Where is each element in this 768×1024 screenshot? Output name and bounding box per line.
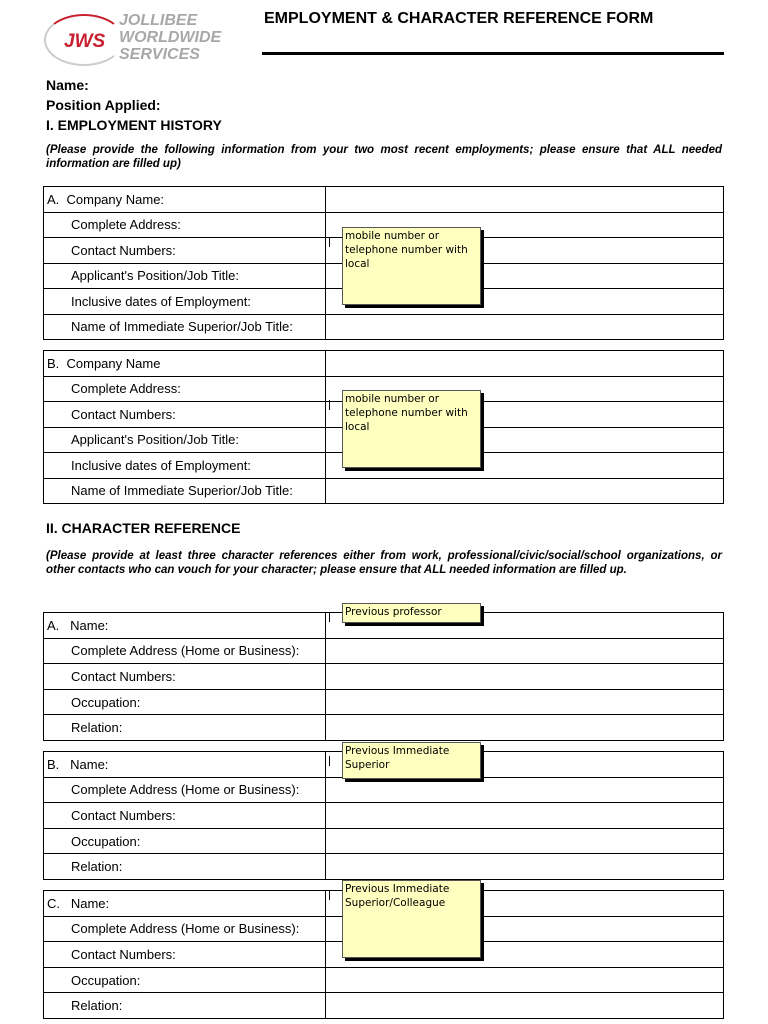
field-input[interactable] bbox=[326, 828, 724, 854]
section1-heading: I. EMPLOYMENT HISTORY bbox=[46, 117, 222, 133]
table-row bbox=[44, 689, 724, 715]
field-label: Inclusive dates of Employment: bbox=[44, 453, 326, 479]
table-row bbox=[44, 993, 724, 1019]
field-label: Applicant's Position/Job Title: bbox=[44, 263, 326, 289]
field-input[interactable] bbox=[326, 689, 724, 715]
field-label: Occupation: bbox=[44, 828, 326, 854]
field-label: Relation: bbox=[44, 715, 326, 741]
comment-note: Previous Immediate Superior/Colleague bbox=[342, 880, 481, 958]
field-input[interactable] bbox=[326, 854, 724, 880]
field-label: Complete Address: bbox=[44, 376, 326, 402]
table-row bbox=[44, 351, 724, 377]
field-label: Contact Numbers: bbox=[44, 402, 326, 428]
comment-arrow-icon bbox=[329, 400, 330, 410]
field-input[interactable] bbox=[326, 478, 724, 504]
field-input[interactable] bbox=[326, 803, 724, 829]
table-row bbox=[44, 828, 724, 854]
field-input[interactable] bbox=[326, 638, 724, 664]
field-input[interactable] bbox=[326, 187, 724, 213]
field-label: Inclusive dates of Employment: bbox=[44, 289, 326, 315]
comment-note: Previous Immediate Superior bbox=[342, 742, 481, 779]
table-row bbox=[44, 967, 724, 993]
table-row bbox=[44, 854, 724, 880]
title-rule bbox=[262, 52, 724, 55]
position-label: Position Applied: bbox=[46, 97, 161, 113]
section2-heading: II. CHARACTER REFERENCE bbox=[46, 520, 241, 536]
logo-text bbox=[119, 12, 221, 63]
field-input[interactable] bbox=[326, 967, 724, 993]
field-label: Applicant's Position/Job Title: bbox=[44, 427, 326, 453]
company-logo bbox=[42, 10, 242, 66]
field-input[interactable] bbox=[326, 314, 724, 340]
logo-line: WORLDWIDE bbox=[119, 29, 222, 46]
section1-note: (Please provide the following information from your two most recent employments; please ensure that ALL needed information are filled up) bbox=[46, 144, 722, 170]
table-row bbox=[44, 715, 724, 741]
field-label: A. Name: bbox=[44, 613, 326, 639]
field-label: Contact Numbers: bbox=[44, 942, 326, 968]
table-row bbox=[44, 664, 724, 690]
field-label: Contact Numbers: bbox=[44, 803, 326, 829]
field-label: Complete Address (Home or Business): bbox=[44, 638, 326, 664]
name-label: Name: bbox=[46, 77, 89, 93]
comment-arrow-icon bbox=[329, 890, 330, 900]
table-row bbox=[44, 478, 724, 504]
field-label: Contact Numbers: bbox=[44, 664, 326, 690]
logo-line: SERVICES bbox=[119, 46, 200, 63]
field-label: Complete Address (Home or Business): bbox=[44, 777, 326, 803]
table-row bbox=[44, 803, 724, 829]
comment-note: mobile number or telephone number with local bbox=[342, 390, 481, 468]
logo-line: JOLLIBEE bbox=[119, 12, 198, 29]
field-input[interactable] bbox=[326, 777, 724, 803]
field-input[interactable] bbox=[326, 993, 724, 1019]
comment-arrow-icon bbox=[329, 756, 330, 766]
comment-note: mobile number or telephone number with local bbox=[342, 227, 481, 305]
field-label: Relation: bbox=[44, 993, 326, 1019]
section2-note: (Please provide at least three character references either from work, professional/civic/social/school organizations, or other contacts who can vouch for your character; please ensure that ALL needed information are filled up. bbox=[46, 550, 722, 576]
comment-arrow-icon bbox=[329, 237, 330, 247]
field-label: Occupation: bbox=[44, 967, 326, 993]
field-label: A. Company Name: bbox=[44, 187, 326, 213]
table-row bbox=[44, 187, 724, 213]
table-row bbox=[44, 777, 724, 803]
field-label: Complete Address: bbox=[44, 212, 326, 238]
table-row bbox=[44, 638, 724, 664]
field-label: Relation: bbox=[44, 854, 326, 880]
field-label: Complete Address (Home or Business): bbox=[44, 916, 326, 942]
form-title: EMPLOYMENT & CHARACTER REFERENCE FORM bbox=[264, 10, 654, 27]
field-input[interactable] bbox=[326, 715, 724, 741]
field-label: C. Name: bbox=[44, 891, 326, 917]
reference-a-table bbox=[43, 612, 724, 741]
field-label: Occupation: bbox=[44, 689, 326, 715]
field-label: B. Name: bbox=[44, 752, 326, 778]
comment-arrow-icon bbox=[329, 612, 330, 622]
table-row bbox=[44, 314, 724, 340]
field-label: Name of Immediate Superior/Job Title: bbox=[44, 478, 326, 504]
field-input[interactable] bbox=[326, 664, 724, 690]
field-input[interactable] bbox=[326, 351, 724, 377]
field-label: B. Company Name bbox=[44, 351, 326, 377]
field-label: Name of Immediate Superior/Job Title: bbox=[44, 314, 326, 340]
comment-note: Previous professor bbox=[342, 603, 481, 623]
logo-abbr: JWS bbox=[64, 31, 106, 52]
field-label: Contact Numbers: bbox=[44, 238, 326, 264]
